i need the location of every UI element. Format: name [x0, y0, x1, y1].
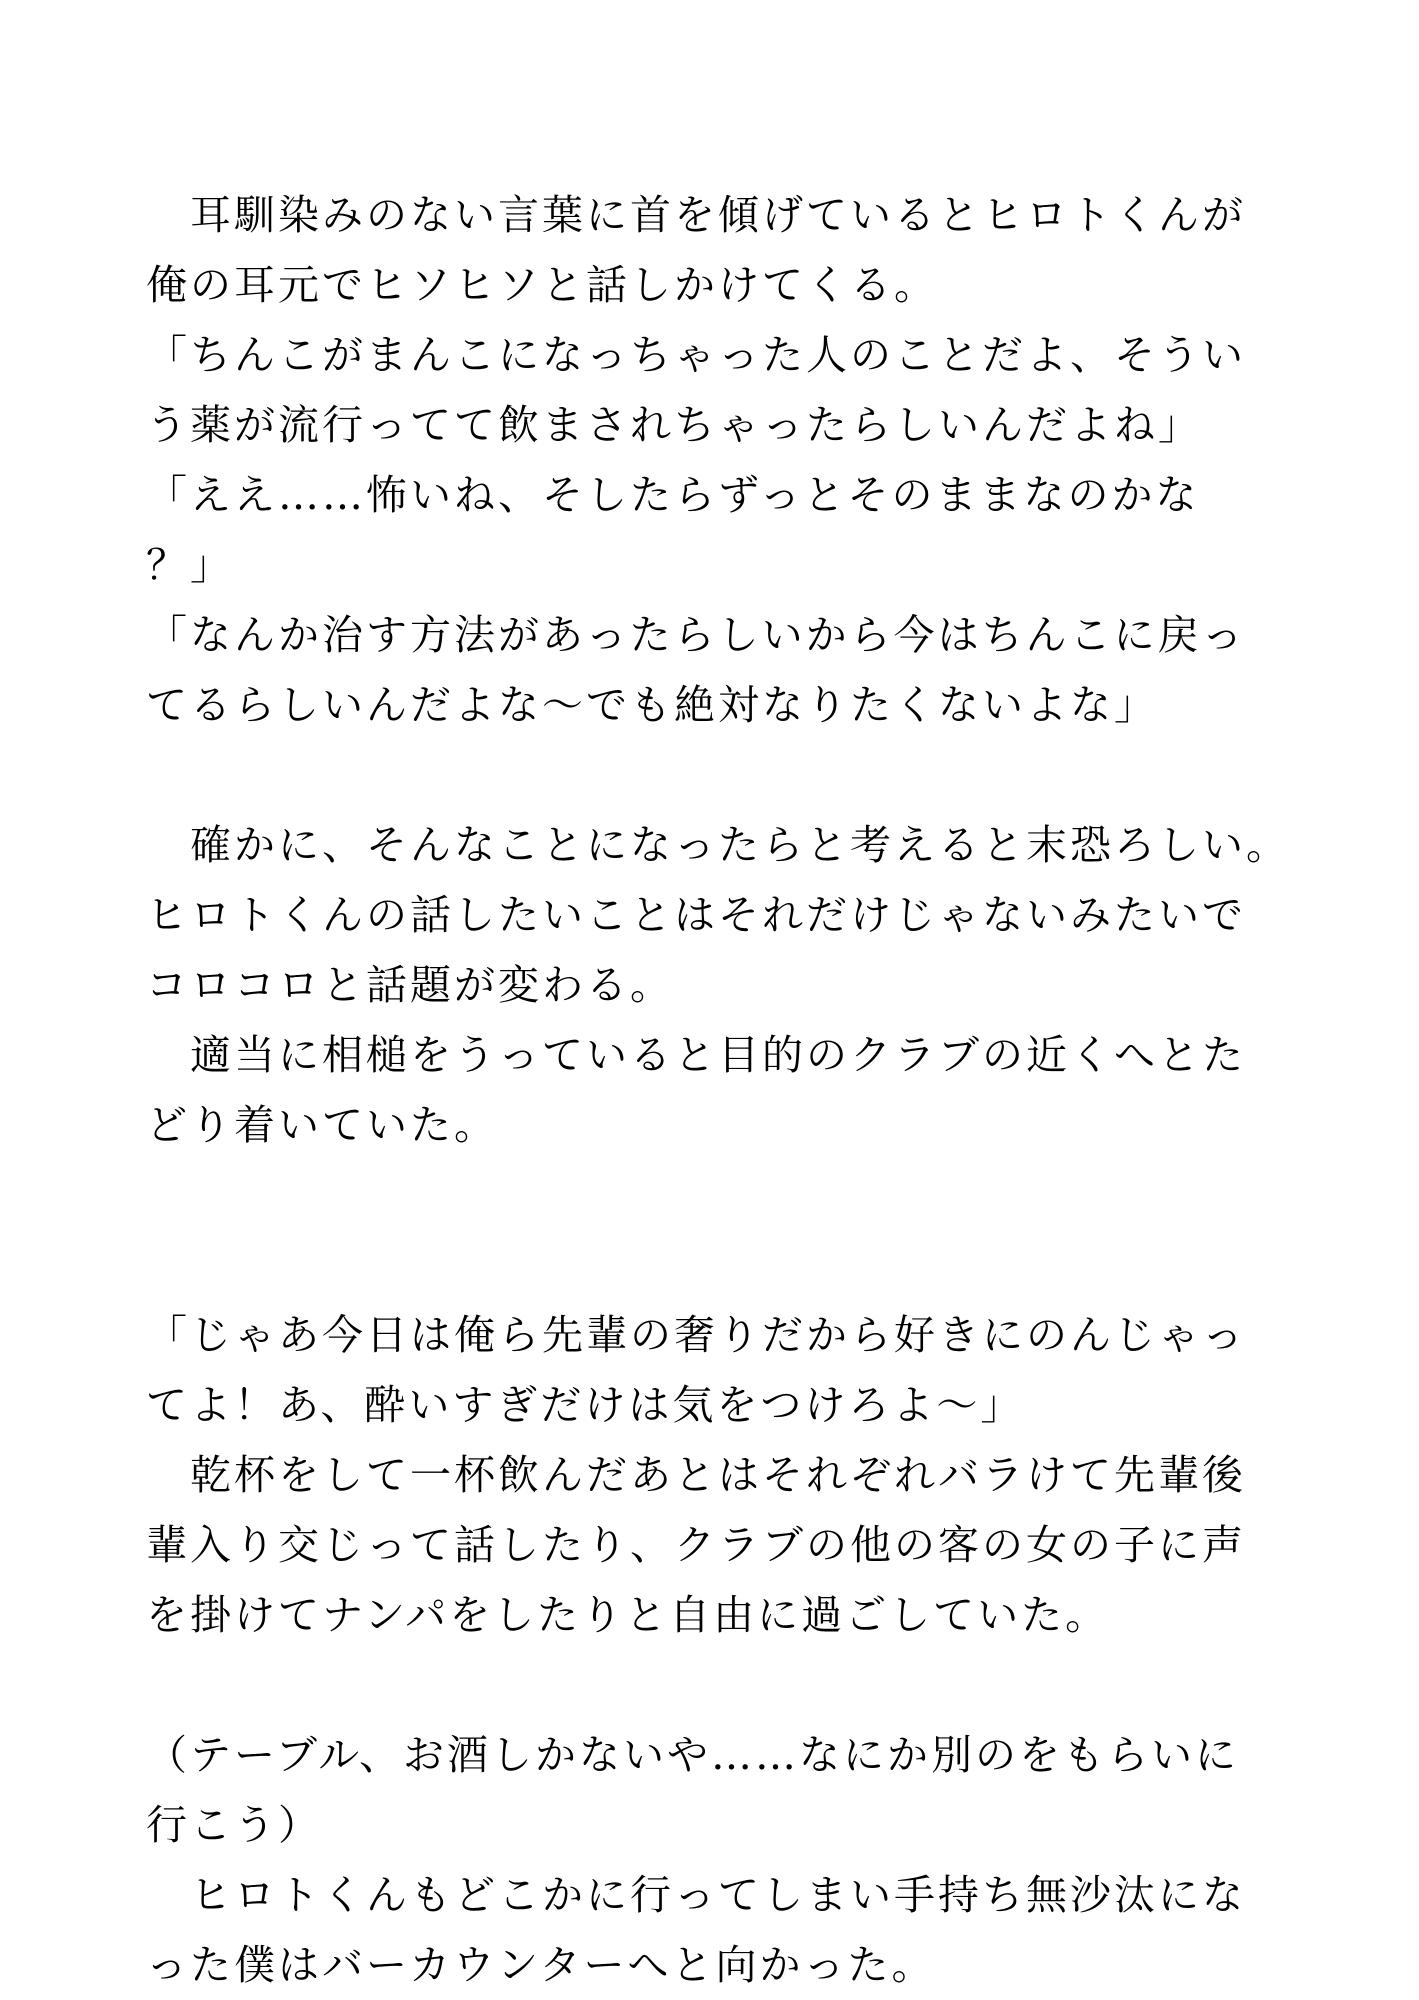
text-line: 適当に相槌をうっていると目的のクラブの近くへとた: [146, 1031, 1246, 1079]
text-line: 行こう）: [146, 1801, 322, 1849]
blank-line: [146, 1650, 1326, 1720]
text-line: 乾杯をして一杯飲んだあとはそれぞれバラけて先輩後: [146, 1451, 1246, 1499]
text-line: ヒロトくんもどこかに行ってしまい手持ち無沙汰にな: [146, 1871, 1246, 1919]
text-line: てるらしいんだよな〜でも絶対なりたくないよな」: [146, 681, 1158, 729]
text-line: ？」: [146, 541, 234, 589]
text-line: う薬が流行ってて飲まされちゃったらしいんだよね」: [146, 401, 1202, 449]
text-line: 耳馴染みのない言葉に首を傾げているとヒロトくんが: [146, 191, 1246, 239]
text-line: （テーブル、お酒しかないや……なにか別のをもらいに: [146, 1731, 1240, 1779]
text-line: 輩入り交じって話したり、クラブの他の客の女の子に声: [146, 1521, 1246, 1569]
text-line: 俺の耳元でヒソヒソと話しかけてくる。: [146, 261, 938, 309]
text-line: てよ！あ、酔いすぎだけは気をつけろよ〜」: [146, 1381, 1025, 1429]
text-line: 「なんか治す方法があったらしいから今はちんこに戻っ: [146, 611, 1246, 659]
blank-line: [146, 1230, 1326, 1300]
text-line: ヒロトくんの話したいことはそれだけじゃないみたいで: [146, 891, 1246, 939]
text-line: コロコロと話題が変わる。: [146, 961, 674, 1009]
text-line: 「ちんこがまんこになっちゃった人のことだよ、そうい: [146, 331, 1246, 379]
text-line: どり着いていた。: [146, 1101, 498, 1149]
text-line: 確かに、そんなことになったらと考えると末恐ろしい。: [146, 821, 1290, 869]
blank-line: [146, 1160, 1326, 1230]
text-line: 「じゃあ今日は俺ら先輩の奢りだから好きにのんじゃっ: [146, 1311, 1246, 1359]
body-text: [146, 180, 1326, 2000]
text-line: 「ええ……怖いね、そしたらずっとそのままなのかな: [146, 471, 1200, 519]
blank-line: [146, 740, 1326, 810]
text-line: を掛けてナンパをしたりと自由に過ごしていた。: [146, 1591, 1110, 1639]
text-line: った僕はバーカウンターへと向かった。: [146, 1941, 936, 1989]
